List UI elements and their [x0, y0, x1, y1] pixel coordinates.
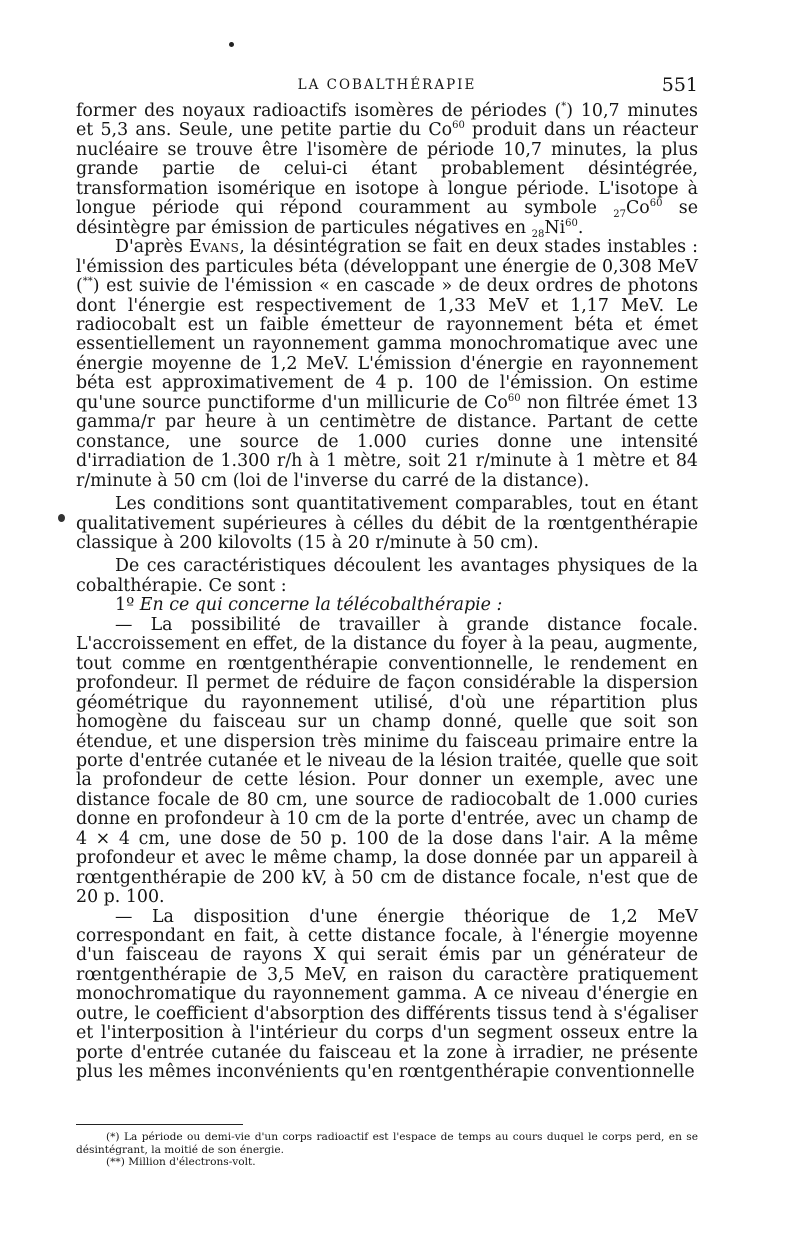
author-name: Evans [188, 237, 240, 258]
section-title: En ce qui concerne la télécobalthérapie : [139, 595, 503, 616]
running-title: LA COBALTHÉRAPIE [297, 77, 477, 93]
section-heading [76, 596, 698, 615]
paragraph-2: D'après Evans, la désintégration se fait en deux stades instables : l'émission des particules béta (développant une énergie de 0,308 MeV (**) est suivie de l'émission « en cascade » de deux ordres de photons dont l'énergie est respectivement de 1,33 MeV et 1,17 MeV. Le radiocobalt est un faible émetteur de rayonnement béta et émet essentiellement un rayonnement gamma monochromatique avec une énergie moyenne de 1,2 MeV. L'émission d'énergie en rayonnement béta est approximativement de 4 p. 100 de l'émission. On estime qu'une source punctiforme d'un millicurie de Co$^{60}$ non filtrée émet 13 gamma/r par heure à un centimètre de distance. Partant de cette constance, une source de 1.000 curies donne une intensité d'irradiation de 1.300 r/h à 1 mètre, soit 21 r/minute à 1 mètre et 84 r/minute à 50 cm (loi de l'inverse du carré de la distance). [76, 237, 698, 491]
paragraph-5: — La possibilité de travailler à grande distance focale. L'accroissement en effet, de la distance du foyer à la peau, augmente, tout comme en rœntgenthérapie conventionnelle, le rendement en profondeur. Il permet de réduire de façon considérable la dispersion géométrique du rayonnement utilisé, d'où une répartition plus homogène du faisceau sur un champ donné, quelle que soit son étendue, et une dispersion très minime du faisceau primaire entre la porte d'entrée cutanée et le niveau de la lésion traitée, quelle que soit la profondeur de cette lésion. Pour donner un exemple, avec une distance focale de 80 cm, une source de radiocobalt de 1.000 curies donne en profondeur à 10 cm de la porte d'entrée, avec un champ de 4 × 4 cm, une dose de 50 p. 100 de la dose dans l'air. A la même profondeur et avec le même champ, la dose donnée par un appareil à rœntgenthérapie de 200 kV, à 50 cm de distance focale, n'est que de 20 p. 100. [76, 614, 698, 908]
paragraph-4: De ces caractéristiques découlent les avantages physiques de la cobalthérapie. Ce sont : [76, 556, 698, 596]
paragraph-1: former des noyaux radioactifs isomères de périodes (*) 10,7 minutes et 5,3 ans. Seule, une petite partie du Co$^{60}$ produit dans un réacteur nucléaire se trouve être l'isomère de période 10,7 minutes, la plus grande partie de celui-ci étant probablement désintégrée, transformation isomérique en isotope à longue période. L'isotope à longue période qui répond couramment au symbole $_{27}Co^{60}$ se désintègre par émission de particules négatives en $_{28}Ni^{60}$. [76, 101, 698, 240]
footnote-2: (**) Million d'électrons-volt. [106, 1156, 256, 1168]
speck-mark [229, 42, 234, 47]
footnote-rule [76, 1124, 243, 1125]
footnotes [76, 1131, 698, 1169]
running-header [76, 76, 698, 98]
page-number: 551 [661, 74, 698, 96]
paragraph-3: Les conditions sont quantitativement comparables, tout en étant qualitativement supérieures à célles du débit de la rœntgenthérapie classique à 200 kilovolts (15 à 20 r/minute à 50 cm). [76, 494, 698, 553]
footnote-1: (*) La période ou demi-vie d'un corps radioactif est l'espace de temps au cours duquel le corps perd, en se désintégrant, la moitié de son énergie. [76, 1131, 698, 1156]
paragraph-6: — La disposition d'une énergie théorique de 1,2 MeV correspondant en fait, à cette distance focale, à l'énergie moyenne d'un faisceau de rayons X qui serait émis par un générateur de rœntgenthérapie de 3,5 MeV, en raison du caractère pratiquement monochromatique du rayonnement gamma. A ce niveau d'énergie en outre, le coefficient d'absorption des différents tissus tend à s'égaliser et l'interposition à l'intérieur du corps d'un segment osseux entre la porte d'entrée cutanée du faisceau et la zone à irradier, ne présente plus les mêmes inconvénients qu'en rœntgenthérapie conventionnelle [76, 906, 698, 1083]
body-text [76, 102, 698, 1083]
section-number: 1º [115, 595, 135, 616]
margin-bullet-mark [58, 514, 65, 522]
